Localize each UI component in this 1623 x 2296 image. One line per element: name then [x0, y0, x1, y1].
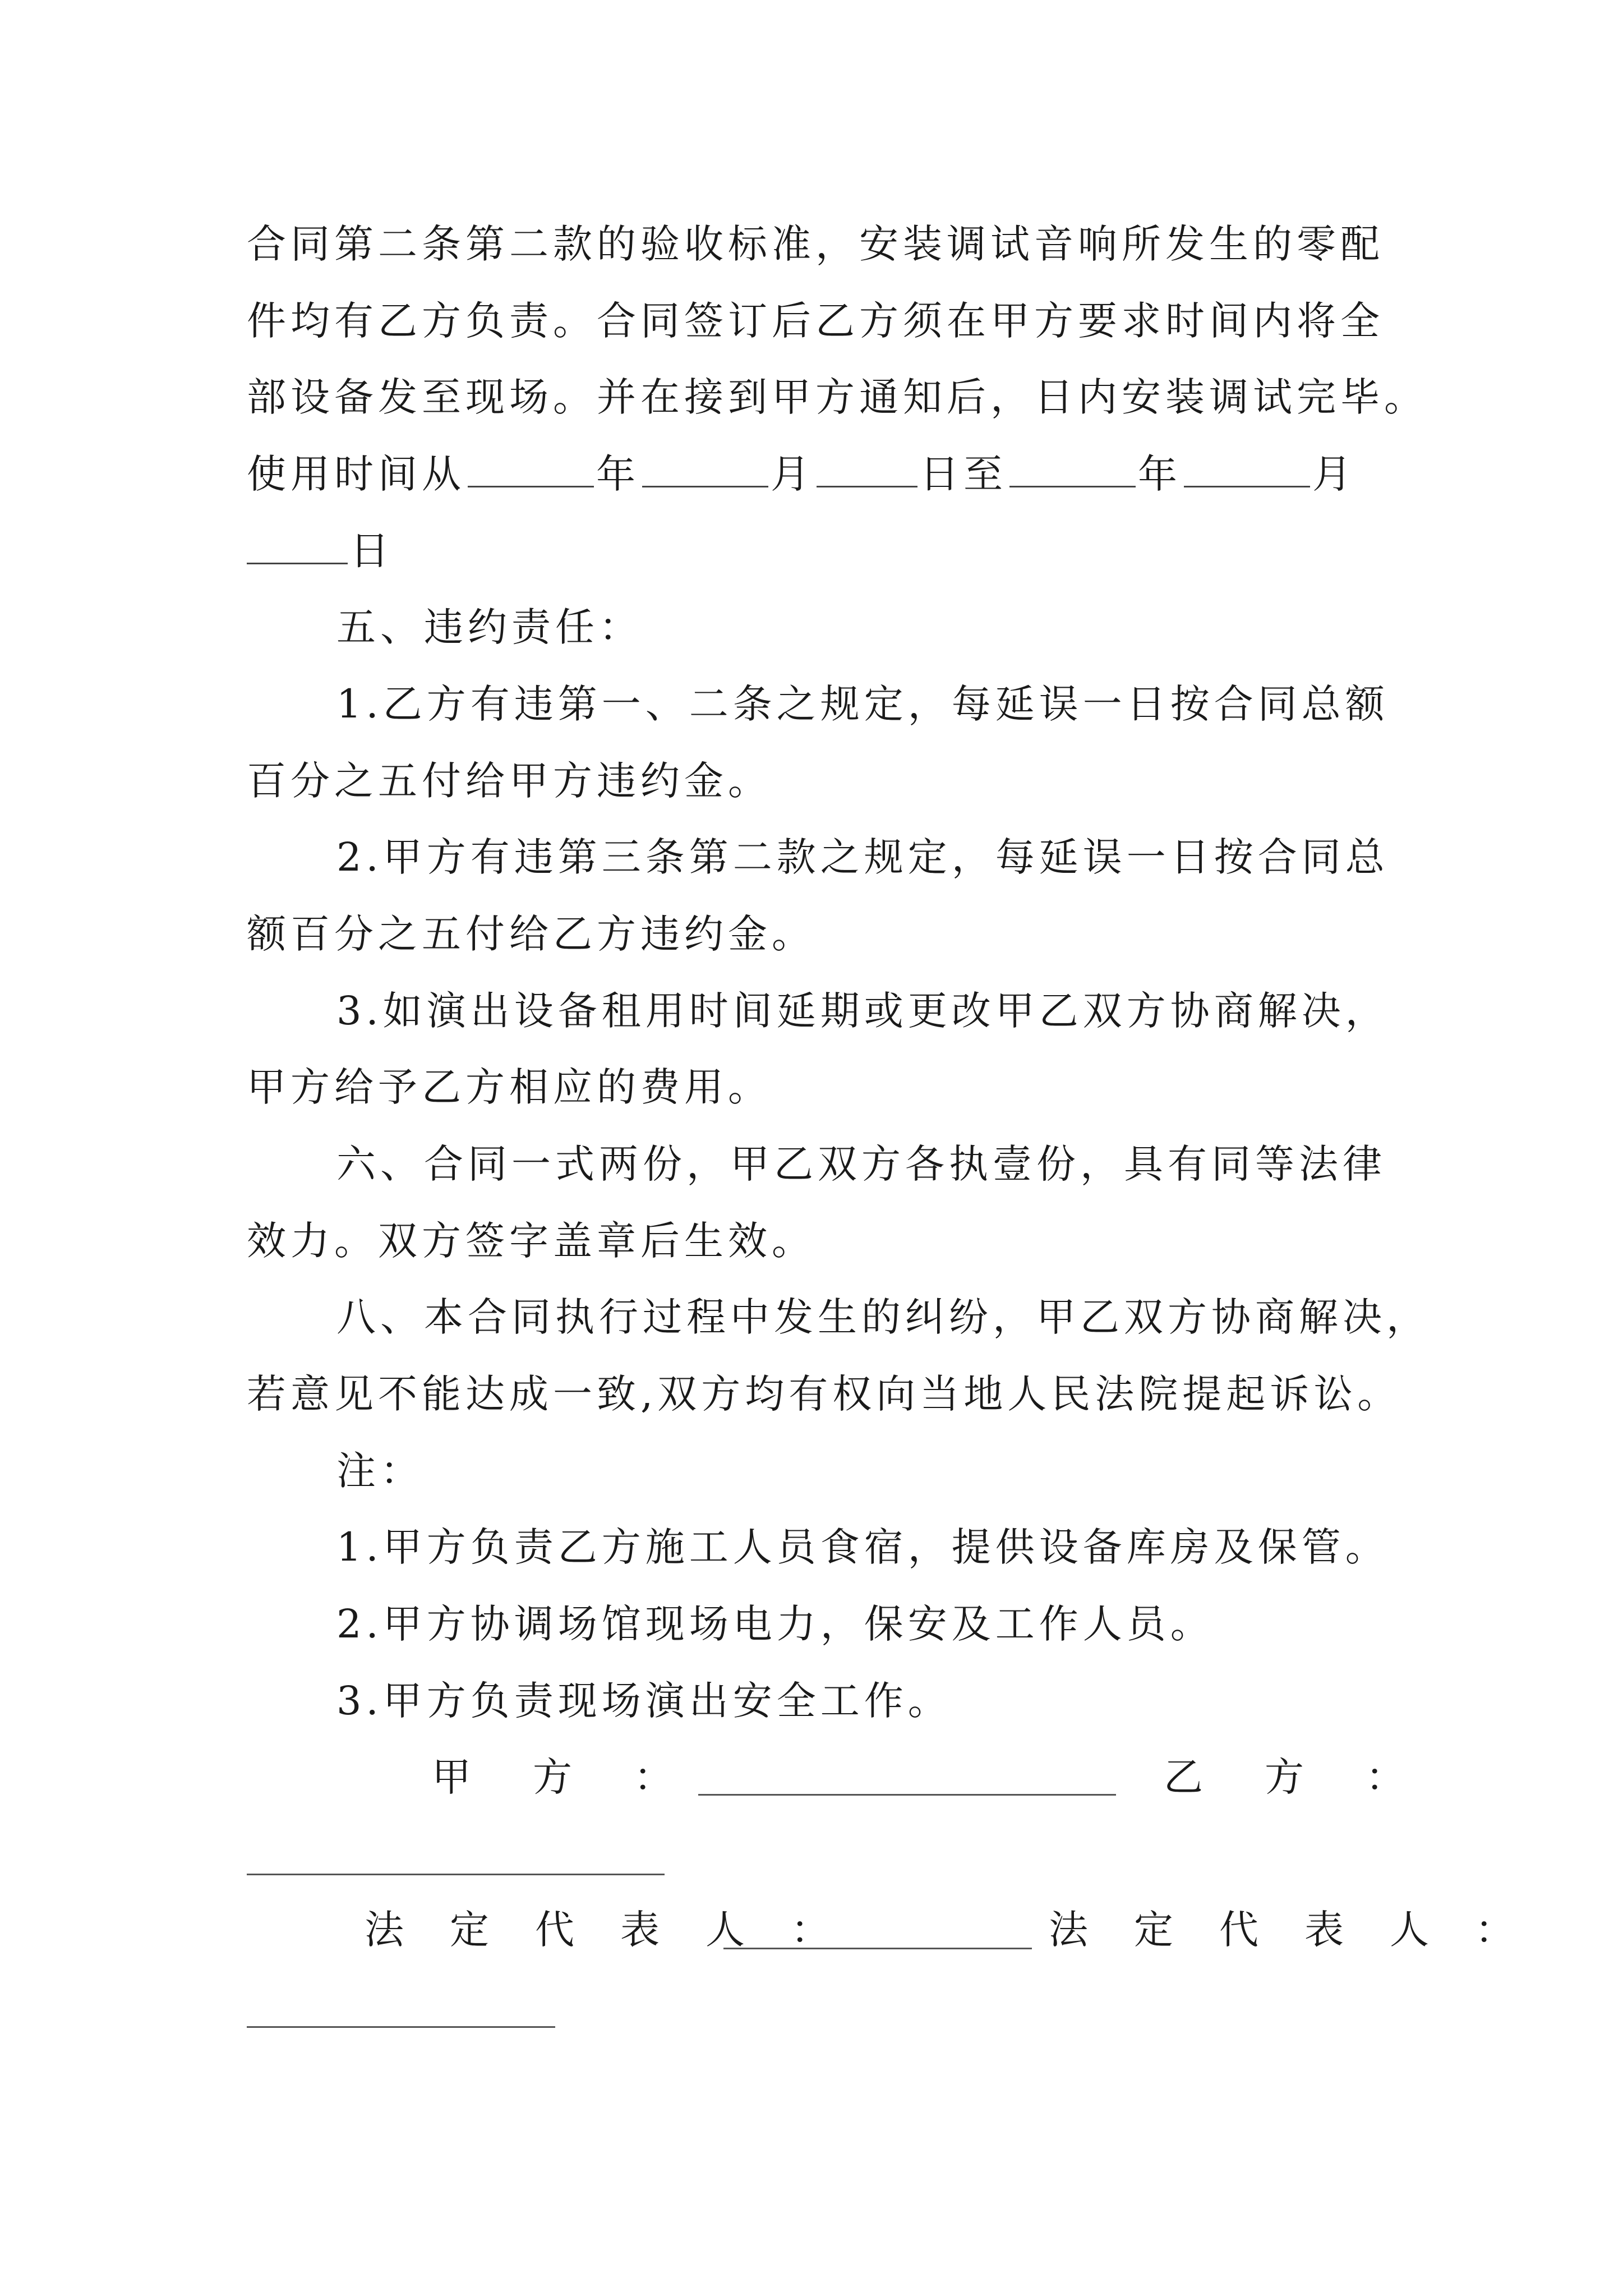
section8-line2: 若意见不能达成一致,双方均有权向当地人民法院提起诉讼。 — [247, 1371, 1401, 1417]
rep-b-signature-line — [247, 2026, 555, 2028]
note-1: 1.甲方负责乙方施工人员食宿，提供设备库房及保管。 — [336, 1524, 1389, 1570]
month2-blank — [1184, 453, 1310, 487]
section5-item2-line1: 2.甲方有违第三条第二款之规定，每延误一日按合同总 — [336, 834, 1389, 880]
section5-item1-line1: 1.乙方有违第一、二条之规定，每延误一日按合同总额 — [336, 681, 1389, 727]
day2-label: 日 — [350, 528, 394, 574]
section5-item3-line2: 甲方给予乙方相应的费用。 — [247, 1064, 772, 1110]
party-a-label: 甲 方 ： — [432, 1754, 684, 1800]
section6-line2: 效力。双方签字盖章后生效。 — [247, 1218, 815, 1264]
party-b-label: 乙 方 ： — [1164, 1754, 1416, 1800]
para1-line4 — [247, 452, 1391, 496]
note-2: 2.甲方协调场馆现场电力，保安及工作人员。 — [336, 1601, 1214, 1647]
section5-item2-line2: 额百分之五付给乙方违约金。 — [247, 911, 815, 957]
section5-heading: 五、违约责任： — [336, 604, 643, 650]
notes-heading: 注： — [336, 1448, 424, 1494]
section8-line1: 八、本合同执行过程中发生的纠纷，甲乙双方协商解决， — [336, 1294, 1430, 1340]
year2-blank — [1009, 453, 1136, 487]
rep-a-signature-line — [723, 1948, 1032, 1949]
rep-b-label: 法 定 代 表 人 ： — [1049, 1907, 1518, 1953]
month1-blank — [642, 453, 768, 487]
section5-item3-line1: 3.如演出设备租用时间延期或更改甲乙双方协商解决， — [336, 988, 1389, 1034]
section6-line1: 六、合同一式两份，甲乙双方各执壹份，具有同等法律 — [336, 1141, 1386, 1187]
year1-blank — [468, 453, 594, 487]
para1-line1: 合同第二条第二款的验收标准，安装调试音响所发生的零配 — [247, 221, 1384, 267]
day1-to-label: 日至 — [920, 451, 1007, 497]
para1-line3: 部设备发至现场。并在接到甲方通知后，日内安装调试完毕。 — [247, 374, 1428, 420]
day2-blank — [247, 530, 348, 564]
note-3: 3.甲方负责现场演出安全工作。 — [336, 1678, 952, 1724]
day1-blank — [817, 453, 917, 487]
month1-label: 月 — [771, 451, 814, 497]
year1-label: 年 — [596, 451, 640, 497]
rep-a-label: 法 定 代 表 人 ： — [365, 1907, 833, 1953]
section5-item1-line2: 百分之五付给甲方违约金。 — [247, 758, 772, 804]
year2-label: 年 — [1138, 451, 1182, 497]
party-a-signature-line — [698, 1794, 1116, 1796]
party-b-signature-line — [247, 1874, 665, 1875]
month2-label: 月 — [1312, 451, 1356, 497]
para1-line2: 件均有乙方负责。合同签订后乙方须在甲方要求时间内将全 — [247, 298, 1384, 344]
para1-line5 — [247, 528, 1391, 573]
usage-time-prefix: 使用时间从 — [247, 451, 465, 497]
